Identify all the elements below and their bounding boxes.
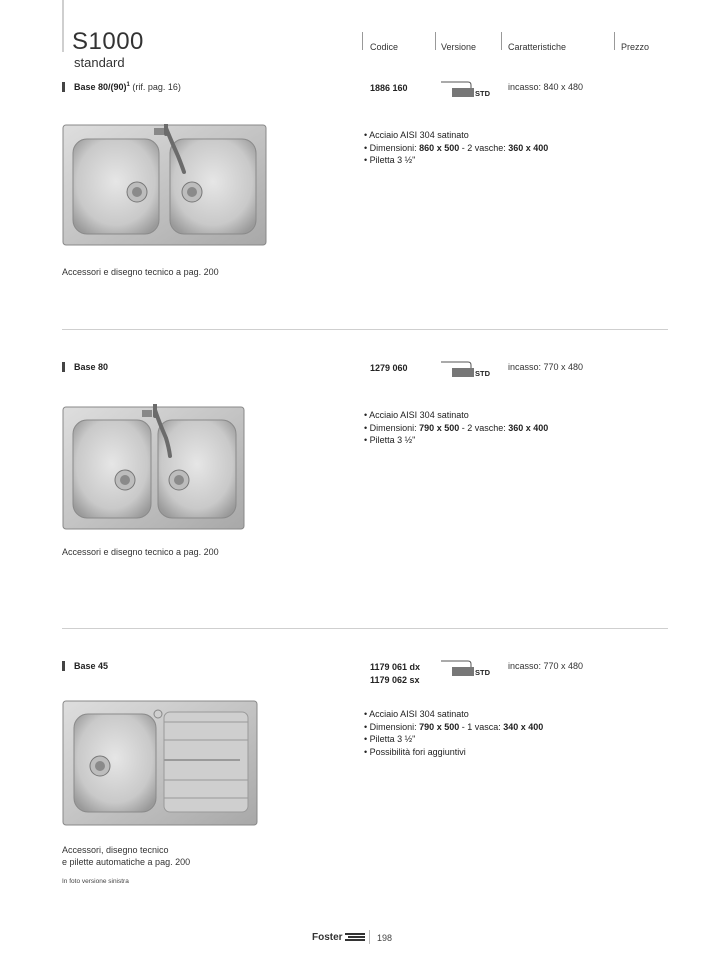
cutout-size: incasso: 770 x 480: [508, 661, 584, 671]
product-code: 1279 060: [370, 363, 408, 373]
version-std-badge: [440, 80, 490, 100]
feature-item: • Acciaio AISI 304 satinato: [364, 130, 469, 140]
product-code: 1179 061 dx: [370, 662, 421, 672]
section-divider: [62, 329, 668, 330]
features-list: [364, 129, 548, 167]
title-accent-bar: [62, 0, 64, 52]
feature-item: • Piletta 3 ½": [364, 155, 416, 165]
column-divider: [614, 32, 615, 50]
feature-item: • Piletta 3 ½": [364, 435, 416, 445]
version-label: STD: [475, 369, 490, 378]
brand-name: Foster: [312, 932, 343, 943]
cutout-size: incasso: 770 x 480: [508, 362, 584, 372]
sink-image-double-bowl: [62, 124, 267, 246]
feature-item: • Dimensioni: 790 x 500 - 2 vasche: 360 x 400: [364, 422, 549, 433]
series-subtitle: standard: [74, 55, 125, 70]
features-list: [364, 708, 543, 758]
product-title: [74, 82, 181, 92]
feature-item: • Dimensioni: 860 x 500 - 2 vasche: 360 x 400: [364, 142, 549, 153]
sink-image-single-bowl-drainer: [62, 700, 258, 826]
sink-image-double-bowl: [62, 404, 245, 531]
version-std-badge: [440, 360, 490, 380]
column-divider: [435, 32, 436, 50]
column-header-caratteristiche: Caratteristiche: [508, 42, 567, 52]
accessories-note: Accessori e disegno tecnico a pag. 200: [62, 547, 219, 557]
accessories-note: Accessori e disegno tecnico a pag. 200: [62, 267, 219, 277]
product-name: Base 80/(90): [74, 82, 127, 92]
series-title: S1000: [72, 28, 144, 55]
page-number: 198: [377, 933, 393, 943]
features-list: [364, 409, 548, 447]
product-title: Base 80: [74, 362, 109, 372]
accessories-note: [62, 844, 190, 868]
brand-stripes-icon: [345, 933, 365, 941]
product-title: Base 45: [74, 661, 109, 671]
product-code: 1179 062 sx: [370, 675, 420, 685]
footer-divider: [369, 930, 370, 944]
column-divider: [362, 32, 363, 50]
footnote-marker: 1: [126, 82, 130, 88]
cutout-size: incasso: 840 x 480: [508, 82, 584, 92]
version-label: STD: [475, 668, 490, 677]
version-label: STD: [475, 89, 490, 98]
feature-item: • Acciaio AISI 304 satinato: [364, 709, 469, 719]
version-std-badge: [440, 659, 490, 679]
column-header-versione: Versione: [441, 42, 477, 52]
feature-item: • Possibilità fori aggiuntivi: [364, 746, 466, 757]
product-code: 1886 160: [370, 83, 408, 93]
feature-item: • Piletta 3 ½": [364, 734, 416, 744]
section-marker: [62, 661, 65, 671]
column-header-codice: Codice: [370, 42, 399, 52]
section-divider: [62, 628, 668, 629]
feature-item: • Dimensioni: 790 x 500 - 1 vasca: 340 x 400: [364, 721, 544, 732]
product-code-list: [370, 661, 420, 687]
photo-version-note: In foto versione sinistra: [62, 878, 129, 885]
brand-logo: [312, 932, 365, 943]
page-reference: (rif. pag. 16): [129, 82, 181, 92]
accessories-line: Accessori, disegno tecnico: [62, 845, 169, 855]
column-header-prezzo: Prezzo: [621, 42, 650, 52]
accessories-line: e pilette automatiche a pag. 200: [62, 857, 191, 867]
feature-item: • Acciaio AISI 304 satinato: [364, 410, 469, 420]
section-marker: [62, 362, 65, 372]
column-divider: [501, 32, 502, 50]
section-marker: [62, 82, 65, 92]
